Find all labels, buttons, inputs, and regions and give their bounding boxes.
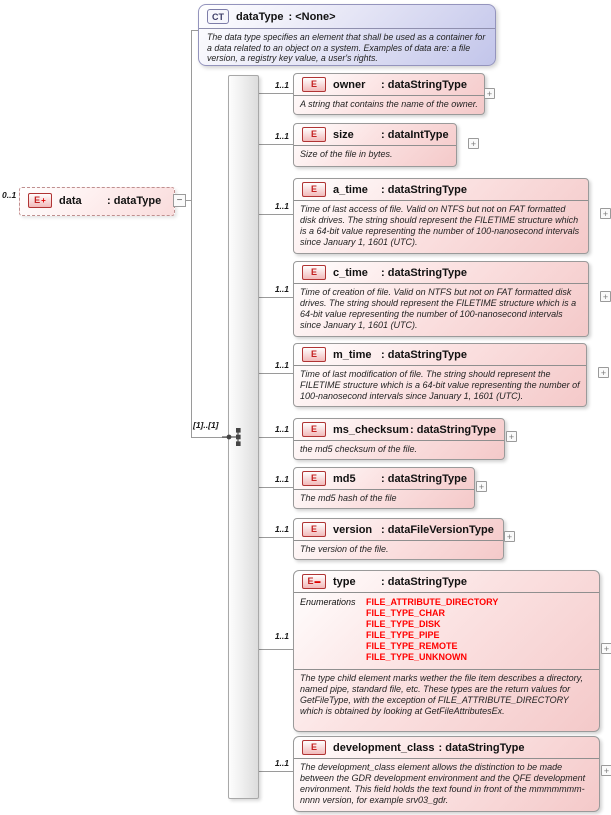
cardinality-label: 1..1 (274, 758, 289, 768)
model-group-cardinality: [1]..[1] (193, 420, 219, 430)
element-box-data[interactable] (19, 187, 175, 216)
cardinality-label: 1..1 (274, 424, 289, 434)
connector-line (257, 93, 293, 94)
enum-value: FILE_TYPE_REMOTE (366, 641, 458, 651)
element-annotation: Time of last modification of file. The string should represent the FILETIME structure which is a 64-bit value representing the number of 100-nanosecond intervals since January 1, 1601 (UTC). (294, 365, 586, 405)
cardinality-label: 1..1 (274, 360, 289, 370)
element-annotation: The md5 hash of the file (294, 489, 474, 507)
enum-value: FILE_ATTRIBUTE_DIRECTORY (366, 597, 499, 607)
expand-button[interactable]: + (598, 367, 609, 378)
connector-line (257, 537, 293, 538)
complextype-name: dataType (236, 10, 284, 23)
element-icon: E (302, 265, 326, 280)
connector-line (186, 200, 191, 201)
complextype-icon: CT (207, 9, 229, 24)
complextype-annotation: The data type specifies an element that shall be used as a container for a data related to an object on a system. Examples of data are: a file version, a registry key value, a user's rights. (207, 32, 486, 64)
expand-button[interactable]: + (600, 208, 611, 219)
element-icon: E (302, 347, 326, 362)
element-box-development-class[interactable]: E development_class : dataStringType The development_class element allows the distinction to be made between the GDR development environment and the QFE development environment. This field holds the text found in front of the mmmmmmm-nnnn version, for example srv03_gdr. (293, 736, 600, 812)
element-name: data (59, 194, 82, 207)
enumerations-label: Enumerations (300, 597, 356, 607)
element-icon: E (302, 422, 326, 437)
element-box-c-time[interactable]: E c_time : dataStringType Time of creation of file. Valid on NTFS but not on FAT formatted disk drives. The string should represent the FILETIME structure which is a 64-bit value representing the number of 100-nanosecond intervals since January 1, 1601 (UTC). (293, 261, 589, 337)
element-box-m-time[interactable]: E m_time : dataStringType Time of last modification of file. The string should represent the FILETIME structure which is a 64-bit value representing the number of 100-nanosecond intervals since January 1, 1601 (UTC). (293, 343, 587, 407)
cardinality-label: 1..1 (274, 284, 289, 294)
element-icon: E + (28, 193, 52, 208)
connector-line (257, 649, 293, 650)
expand-button[interactable]: + (506, 431, 517, 442)
element-box-owner[interactable]: E owner : dataStringType A string that contains the name of the owner. (293, 73, 485, 115)
cardinality-label: 1..1 (274, 524, 289, 534)
element-annotation: Size of the file in bytes. (294, 145, 456, 163)
element-icon: E (302, 471, 326, 486)
connector-line (191, 30, 198, 31)
element-annotation: The version of the file. (294, 540, 503, 558)
collapse-button[interactable]: − (173, 194, 186, 207)
element-annotation: The development_class element allows the distinction to be made between the GDR development environment and the QFE development environment. This field holds the text found in front of the mmmmmmm-nnnn version, for example srv03_gdr. (294, 758, 599, 809)
sequence-icon (222, 425, 252, 449)
expand-button[interactable]: + (484, 88, 495, 99)
element-box-ms-checksum[interactable]: E ms_checksum : dataStringType the md5 checksum of the file. (293, 418, 505, 460)
enum-value: FILE_TYPE_DISK (366, 619, 441, 629)
cardinality-label: 1..1 (274, 80, 289, 90)
connector-line (257, 373, 293, 374)
element-box-version[interactable]: E version : dataFileVersionType The version of the file. (293, 518, 504, 560)
cardinality-label: 1..1 (274, 474, 289, 484)
element-annotation: the md5 checksum of the file. (294, 440, 504, 458)
connector-line (191, 30, 192, 437)
connector-line (257, 771, 293, 772)
complextype-header (199, 5, 495, 29)
expand-button[interactable]: + (601, 765, 611, 776)
element-box-size[interactable]: E size : dataIntType Size of the file in bytes. (293, 123, 457, 167)
connector-line (257, 487, 293, 488)
expand-button[interactable]: + (468, 138, 479, 149)
expand-button[interactable]: + (476, 481, 487, 492)
enum-value: FILE_TYPE_UNKNOWN (366, 652, 468, 662)
complextype-base: : <None> (288, 10, 336, 23)
element-icon: E (302, 127, 326, 142)
connector-line (257, 214, 293, 215)
element-icon: E (302, 522, 326, 537)
connector-line (257, 437, 293, 438)
element-annotation: The type child element marks wether the file item describes a directory, named pipe, standard file, etc. These types are the return values for GetFileType, with the exception of FILE_ATTRIBUTE_DIRECTORY which is obtained by looking at GetFileAttributesEx. (294, 669, 599, 720)
complextype-box[interactable] (198, 4, 496, 66)
element-box-a-time[interactable]: E a_time : dataStringType Time of last access of file. Valid on NTFS but not on FAT formatted disk drives. The string should represent the FILETIME structure which is a 64-bit value representing the number of 100-nanosecond intervals since January 1, 1601 (UTC). (293, 178, 589, 254)
element-annotation: A string that contains the name of the owner. (294, 95, 484, 113)
expand-button[interactable]: + (600, 291, 611, 302)
element-icon: E (302, 740, 326, 755)
cardinality-label: 1..1 (274, 131, 289, 141)
element-box-type[interactable]: E ▬ type : dataStringType Enumerations FILE_ATTRIBUTE_DIRECTORY FILE_TYPE_CHAR FILE_TYPE_DISK FILE_TYPE_PIPE FILE_TYPE_REMOTE FILE_TYPE_UNKNOWN The type child element marks wether the file item describes a directory, named pipe, standard file, etc. These types are the return values for GetFileType, with the exception of FILE_ATTRIBUTE_DIRECTORY which is obtained by looking at GetFileAttributesEx. (293, 570, 600, 732)
expand-button[interactable]: + (504, 531, 515, 542)
enum-value: FILE_TYPE_CHAR (366, 608, 446, 618)
element-header (20, 188, 174, 213)
enumeration-section (294, 592, 599, 669)
connector-line (257, 297, 293, 298)
root-cardinality: 0..1 (2, 190, 17, 200)
expand-button[interactable]: + (601, 643, 611, 654)
element-box-md5[interactable]: E md5 : dataStringType The md5 hash of the file (293, 467, 475, 509)
element-icon: E (302, 77, 326, 92)
element-icon: E (302, 182, 326, 197)
element-type: : dataType (107, 194, 162, 207)
element-icon: E ▬ (302, 574, 326, 589)
enum-value: FILE_TYPE_PIPE (366, 630, 440, 640)
cardinality-label: 1..1 (274, 201, 289, 211)
connector-line (257, 144, 293, 145)
element-annotation: Time of creation of file. Valid on NTFS but not on FAT formatted disk drives. The string should represent the FILETIME structure which is a 64-bit value representing the number of 100-nanosecond intervals since January 1, 1601 (UTC). (294, 283, 588, 334)
cardinality-label: 1..1 (274, 631, 289, 641)
element-annotation: Time of last access of file. Valid on NTFS but not on FAT formatted disk drives. The string should represent the FILETIME structure which is a 64-bit value representing the number of 100-nanosecond intervals since January 1, 1601 (UTC). (294, 200, 588, 251)
